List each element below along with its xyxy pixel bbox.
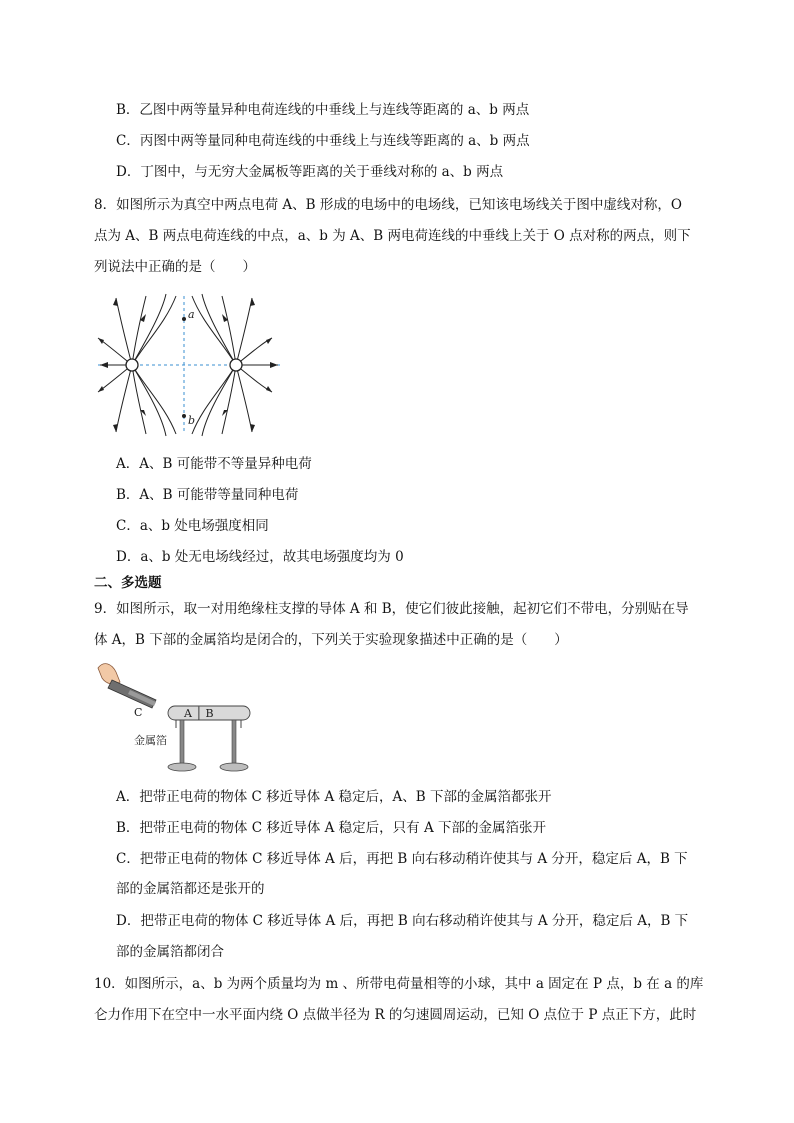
q9-stem-line2: 体 A，B 下部的金属箔均是闭合的，下列关于实验现象描述中正确的是（ ） (94, 632, 568, 648)
q9-stem-line1: 9．如图所示，取一对用绝缘柱支撑的导体 A 和 B，使它们彼此接触，起初它们不带电，分别贴在导 (94, 601, 689, 617)
q9-option-c-line1[interactable]: C．把带正电荷的物体 C 移近导体 A 后，再把 B 向右移动稍许使其与 A 分开，稳定后 A，B 下 (116, 851, 688, 867)
q9-option-c-line2: 部的金属箔都还是张开的 (116, 881, 265, 897)
q9-option-d-line1[interactable]: D．把带正电荷的物体 C 移近导体 A 后，再把 B 向右移动稍许使其与 A 分开，稳定后 A，B 下 (116, 913, 689, 929)
q8-stem-line2: 点为 A、B 两点电荷连线的中点，a、b 为 A、B 两电荷连线的中垂线上关于 O 点对称的两点，则下 (94, 228, 691, 244)
q8-stem-line3: 列说法中正确的是（ ） (94, 259, 256, 275)
q8-stem-line1: 8．如图所示为真空中两点电荷 A、B 形成的电场中的电场线，已知该电场线关于图中虚线对称，O (94, 197, 682, 213)
fig-label-foil: 金属箔 (134, 734, 167, 747)
q10-stem-line1: 10．如图所示，a、b 为两个质量均为 m 、所带电荷量相等的小球，其中 a 固定在 P 点，b 在 a 的库 (94, 976, 704, 992)
fig-label-ab: A │ B (184, 707, 214, 720)
fig-label-b: b (188, 414, 196, 427)
q7-option-d[interactable]: D．丁图中，与无穷大金属板等距离的关于垂线对称的 a、b 两点 (116, 164, 504, 180)
q7-option-c[interactable]: C．丙图中两等量同种电荷连线的中垂线上与连线等距离的 a、b 两点 (116, 133, 530, 149)
fig-label-c: C (134, 706, 143, 719)
fig-label-a: a (188, 308, 195, 321)
section-multiple-choice-title: 二、多选题 (94, 575, 162, 591)
q7-option-b[interactable]: B．乙图中两等量异种电荷连线的中垂线上与连线等距离的 a、b 两点 (116, 102, 530, 118)
q8-option-d[interactable]: D．a、b 处无电场线经过，故其电场强度均为 0 (116, 549, 404, 565)
q9-option-d-line2: 部的金属箔都闭合 (116, 944, 224, 960)
q8-option-b[interactable]: B．A、B 可能带等量同种电荷 (116, 487, 299, 503)
q9-conductor-figure (94, 660, 264, 780)
q9-option-b[interactable]: B．把带正电荷的物体 C 移近导体 A 稳定后，只有 A 下部的金属箔张开 (116, 820, 546, 836)
q8-field-lines-figure (96, 292, 282, 438)
q9-option-a[interactable]: A．把带正电荷的物体 C 移近导体 A 稳定后，A、B 下部的金属箔都张开 (116, 789, 552, 805)
q10-stem-line2: 仑力作用下在空中一水平面内绕 O 点做半径为 R 的匀速圆周运动，已知 O 点位于 P 点正下方，此时 (94, 1007, 697, 1023)
q8-option-a[interactable]: A．A、B 可能带不等量异种电荷 (116, 456, 312, 472)
q8-option-c[interactable]: C．a、b 处电场强度相同 (116, 518, 269, 534)
